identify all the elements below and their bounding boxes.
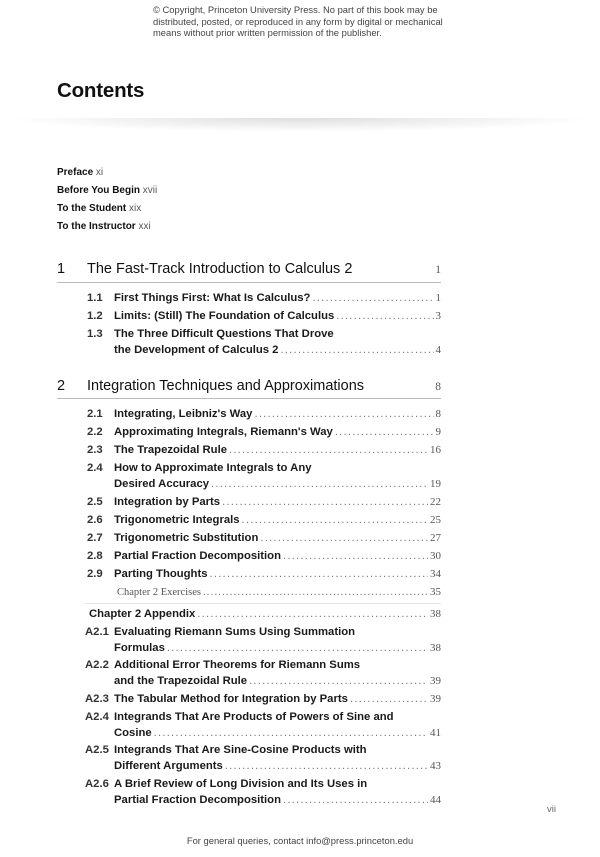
section-number: A2.2	[85, 659, 109, 671]
chapter-page: 8	[435, 381, 441, 393]
section-number: 2.4	[87, 462, 103, 474]
page-title: Contents	[57, 79, 145, 102]
section-title: Desired Accuracy	[114, 478, 210, 490]
exercises-entry[interactable]	[117, 586, 441, 600]
dot-leader	[283, 550, 428, 562]
entry-line	[87, 426, 441, 440]
section-title: How to Approximate Integrals to Any	[114, 462, 312, 474]
entry-page: xix	[129, 203, 142, 214]
entry-line	[85, 778, 441, 792]
entry-line	[114, 794, 441, 808]
entry-line	[87, 444, 441, 458]
entry-line	[87, 292, 441, 306]
entry-line	[114, 675, 441, 689]
copyright-line: distributed, posted, or reproduced in any form by digital or mechanical	[153, 15, 443, 27]
section-page: 34	[430, 568, 441, 580]
footer-contact: For general queries, contact info@press.princeton.edu	[186, 835, 414, 846]
section-page: 22	[430, 496, 441, 508]
entry-line	[87, 496, 441, 510]
section-title: Trigonometric Substitution	[114, 532, 259, 544]
entry-line	[87, 310, 441, 324]
section-title: Formulas	[114, 642, 165, 654]
entry-line	[85, 744, 441, 758]
entry-line	[85, 659, 441, 673]
chapter-number: 1	[57, 261, 66, 277]
section-title: Parting Thoughts	[114, 568, 208, 580]
entry-title: To the Instructor	[57, 221, 136, 232]
entry-title: Preface	[57, 167, 94, 178]
section-title: Cosine	[114, 727, 152, 739]
section-number: 2.6	[87, 514, 103, 526]
section-title: The Three Difficult Questions That Drove	[114, 328, 334, 340]
dot-leader	[249, 675, 428, 687]
chapter-title: Integration Techniques and Approximations	[87, 378, 365, 394]
section-page: 25	[430, 514, 441, 526]
chapter-rule	[57, 398, 441, 399]
front-matter-entry[interactable]	[57, 221, 151, 232]
section-page: 3	[435, 310, 441, 322]
chapter-heading[interactable]	[57, 378, 441, 394]
copyright-notice	[153, 4, 463, 39]
section-page: 19	[430, 478, 441, 490]
section-title: Limits: (Still) The Foundation of Calculus	[114, 310, 335, 322]
chapter-number: 2	[57, 378, 66, 394]
entry-line	[87, 462, 441, 476]
section-number: 2.8	[87, 550, 103, 562]
dot-leader	[350, 693, 428, 705]
section-title: The Tabular Method for Integration by Parts	[114, 693, 348, 705]
entry-line	[85, 626, 441, 640]
chapter-title: The Fast-Track Introduction to Calculus 2	[87, 261, 353, 277]
chapter-page: 1	[435, 264, 441, 276]
section-number: 1.2	[87, 310, 103, 322]
section-page: 4	[435, 344, 441, 356]
section-page: 9	[435, 426, 441, 438]
section-page: 43	[430, 760, 441, 772]
chapter-rule	[57, 282, 441, 283]
section-title: the Development of Calculus 2	[114, 344, 279, 356]
section-title: A Brief Review of Long Division and Its Uses in	[114, 778, 368, 790]
section-number: A2.5	[85, 744, 109, 756]
dot-leader	[336, 310, 433, 322]
entry-line	[87, 328, 441, 342]
dot-leader	[203, 587, 428, 598]
section-number: A2.4	[85, 711, 109, 723]
section-title: The Trapezoidal Rule	[114, 444, 227, 456]
section-title: Trigonometric Integrals	[114, 514, 240, 526]
section-number: 2.5	[87, 496, 103, 508]
dot-leader	[210, 568, 428, 580]
section-page: 41	[430, 727, 441, 739]
appendix-label: Chapter 2 Appendix	[89, 608, 196, 620]
section-number: A2.1	[85, 626, 109, 638]
entry-line	[87, 568, 441, 582]
page-number: vii	[547, 804, 556, 815]
appendix-page: 38	[430, 608, 441, 620]
section-number: A2.6	[85, 778, 109, 790]
section-title: Integrating, Leibniz's Way	[114, 408, 253, 420]
entry-line	[87, 408, 441, 422]
section-number: 2.2	[87, 426, 103, 438]
section-title: Approximating Integrals, Riemann's Way	[114, 426, 333, 438]
chapter-heading[interactable]	[57, 261, 441, 277]
section-rule	[85, 603, 441, 604]
section-title: Integrands That Are Sine-Cosine Products with	[114, 744, 367, 756]
section-title: Additional Error Theorems for Riemann Sums	[114, 659, 361, 671]
section-number: 2.7	[87, 532, 103, 544]
exercises-page: 35	[430, 586, 441, 598]
front-matter-entry[interactable]	[57, 167, 103, 178]
entry-page: xvii	[142, 185, 158, 196]
copyright-line: © Copyright, Princeton University Press. No part of this book may be	[153, 4, 438, 15]
entry-line	[114, 727, 441, 741]
section-page: 39	[430, 675, 441, 687]
entry-line	[114, 344, 441, 358]
section-title: Partial Fraction Decomposition	[114, 794, 281, 806]
entry-page: xi	[95, 167, 104, 178]
dot-leader	[222, 496, 428, 508]
section-number: 2.1	[87, 408, 103, 420]
dot-leader	[242, 514, 428, 526]
entry-line	[114, 478, 441, 492]
entry-line	[87, 550, 441, 564]
dot-leader	[283, 794, 428, 806]
dot-leader	[254, 408, 433, 420]
section-page: 38	[430, 642, 441, 654]
section-page: 30	[430, 550, 441, 562]
entry-title: To the Student	[57, 203, 127, 214]
front-matter-entry[interactable]	[57, 203, 141, 214]
section-page: 44	[430, 794, 441, 806]
dot-leader	[197, 608, 428, 620]
section-title: Integration by Parts	[114, 496, 221, 508]
section-title: Different Arguments	[114, 760, 223, 772]
section-page: 8	[435, 408, 441, 420]
section-number: 1.3	[87, 328, 103, 340]
section-number: A2.3	[85, 693, 109, 705]
copyright-line: means without prior written permission of the publisher.	[153, 27, 382, 38]
section-page: 1	[435, 292, 441, 304]
entry-line	[114, 760, 441, 774]
entry-line	[85, 711, 441, 725]
section-number: 2.9	[87, 568, 103, 580]
dot-leader	[260, 532, 428, 544]
dot-leader	[280, 344, 433, 356]
front-matter-entry[interactable]	[57, 185, 157, 196]
section-number: 2.3	[87, 444, 103, 456]
appendix-entry[interactable]	[89, 608, 441, 622]
section-title: First Things First: What Is Calculus?	[114, 292, 311, 304]
section-page: 16	[430, 444, 441, 456]
entry-line	[85, 693, 441, 707]
section-title: Integrands That Are Products of Powers of Sine and	[114, 711, 394, 723]
entry-page: xxi	[138, 221, 151, 232]
entry-title: Before You Begin	[57, 185, 140, 196]
entry-line	[87, 532, 441, 546]
header-shadow	[0, 118, 600, 132]
exercises-label: Chapter 2 Exercises	[117, 587, 201, 598]
dot-leader	[229, 444, 428, 456]
dot-leader	[312, 292, 433, 304]
dot-leader	[225, 760, 428, 772]
dot-leader	[211, 478, 428, 490]
entry-line	[114, 642, 441, 656]
entry-line	[87, 514, 441, 528]
section-title: Partial Fraction Decomposition	[114, 550, 281, 562]
section-number: 1.1	[87, 292, 103, 304]
dot-leader	[167, 642, 428, 654]
section-page: 27	[430, 532, 441, 544]
dot-leader	[154, 727, 428, 739]
section-title: Evaluating Riemann Sums Using Summation	[114, 626, 356, 638]
dot-leader	[335, 426, 434, 438]
section-page: 39	[430, 693, 441, 705]
section-title: and the Trapezoidal Rule	[114, 675, 248, 687]
